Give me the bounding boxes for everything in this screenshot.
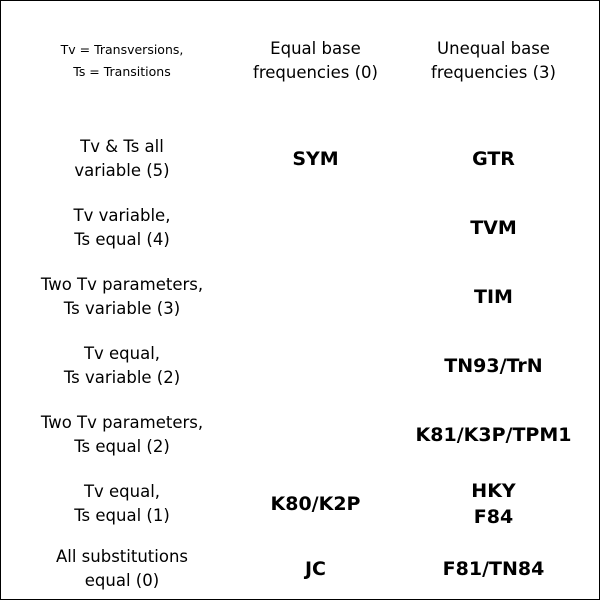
model-cell-unequal: K81/K3P/TPM1 (415, 423, 572, 446)
row-label: Tv equal, Ts equal (1) (74, 481, 170, 525)
row-label: Tv & Ts all variable (5) (74, 136, 170, 180)
row-label: Tv equal, Ts variable (2) (63, 343, 181, 387)
model-cell-unequal: F81/TN84 (442, 558, 545, 580)
row-label: Two Tv parameters, Ts equal (2) (40, 412, 204, 456)
model-cell-equal (244, 331, 387, 400)
model-cell-unequal: TIM (474, 285, 513, 308)
model-cell-unequal: TVM (470, 216, 517, 239)
row-label: Tv variable, Ts equal (4) (73, 205, 171, 249)
column-header-unequal: Unequal base frequencies (3) (431, 39, 556, 82)
model-cell-equal: SYM (292, 147, 339, 170)
model-cell-unequal: TN93/TrN (444, 354, 543, 377)
row-label: Two Tv parameters, Ts variable (3) (40, 274, 204, 318)
model-cell-equal (244, 262, 387, 331)
column-header-equal: Equal base frequencies (0) (253, 39, 378, 82)
model-cell-unequal: HKY F84 (471, 479, 516, 528)
model-cell-equal (244, 193, 387, 262)
model-cell-equal (244, 400, 387, 469)
model-cell-equal: K80/K2P (270, 492, 361, 515)
model-cell-unequal: GTR (472, 147, 515, 170)
row-label: All substitutions equal (0) (55, 547, 188, 590)
model-cell-equal: JC (304, 558, 326, 580)
legend-note: Tv = Transversions, Ts = Transitions (60, 42, 184, 79)
